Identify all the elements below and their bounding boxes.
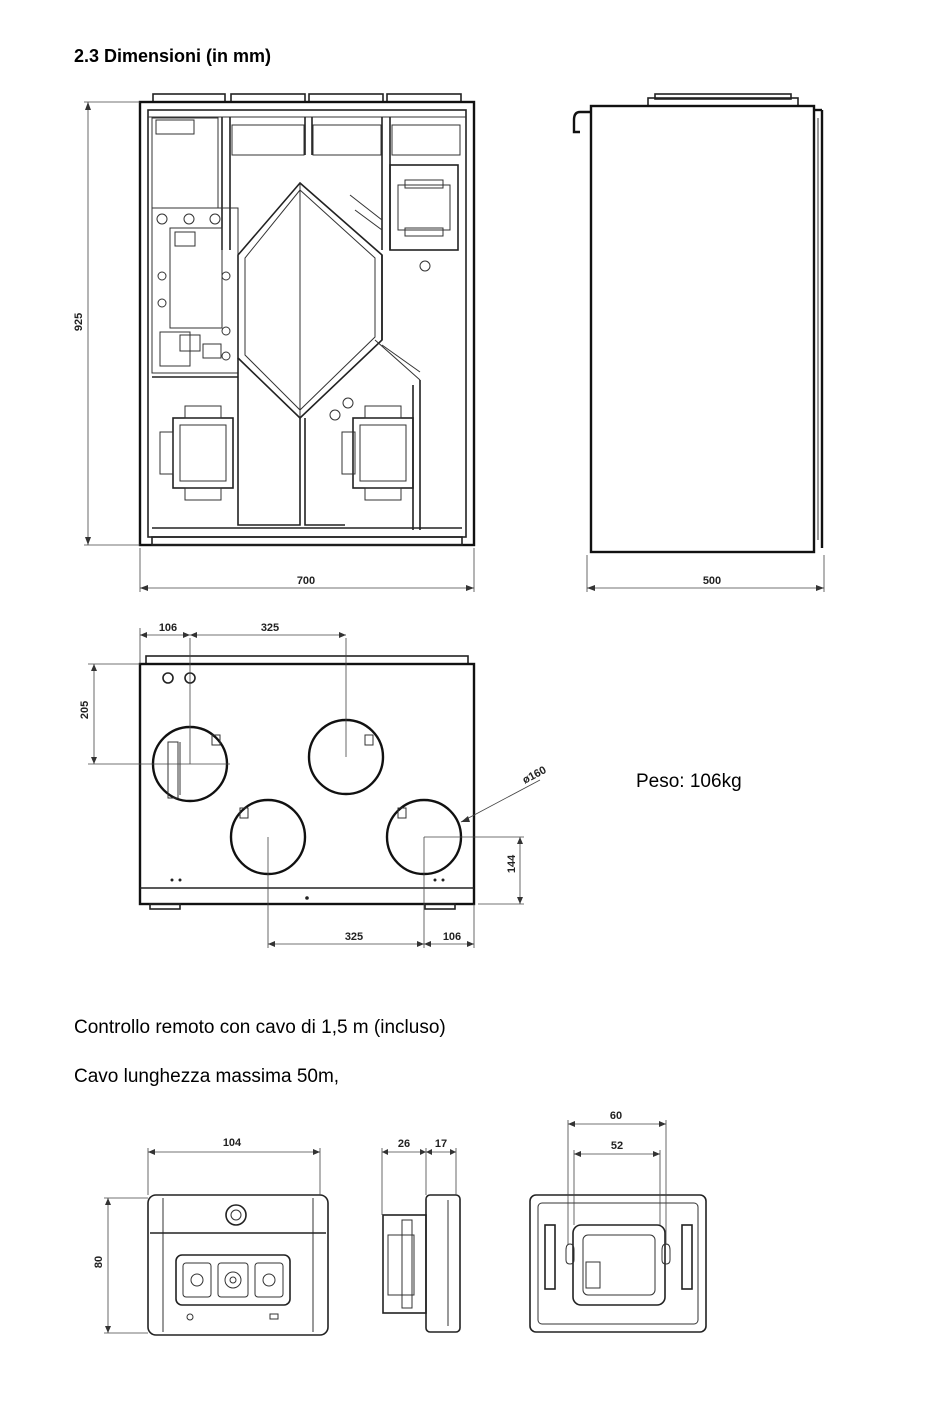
weight-label: Peso: 106kg	[636, 771, 742, 792]
remote-front-width-label: 104	[222, 1137, 242, 1149]
front-height-label: 925	[73, 312, 85, 332]
side-view-drawing	[565, 85, 840, 610]
remote-control-text: Controllo remoto con cavo di 1,5 m (incluso)	[74, 1017, 446, 1038]
front-view-drawing	[60, 85, 490, 610]
top-diameter-label: ø160	[520, 764, 549, 787]
top-height-bottom-label: 144	[506, 854, 518, 874]
section-heading: 2.3 Dimensioni (in mm)	[74, 46, 272, 66]
remote-side-depth-a-label: 26	[397, 1138, 411, 1150]
top-offset-left-label: 106	[158, 622, 178, 634]
top-spacing-bottom-label: 325	[344, 931, 364, 943]
top-offset-right-label: 106	[442, 931, 462, 943]
side-depth-label: 500	[702, 575, 722, 587]
remote-control-drawings	[80, 1100, 730, 1350]
remote-front-height-label: 80	[93, 1255, 105, 1269]
remote-side-depth-b-label: 17	[434, 1138, 448, 1150]
front-width-label: 700	[296, 575, 316, 587]
remote-back-inner-label: 52	[610, 1140, 624, 1152]
top-view-drawing	[70, 615, 560, 955]
remote-back-outer-label: 60	[609, 1110, 623, 1122]
cable-length-text: Cavo lunghezza massima 50m,	[74, 1066, 340, 1087]
top-spacing-top-label: 325	[260, 622, 280, 634]
top-offset-vertical-label: 205	[79, 700, 91, 720]
